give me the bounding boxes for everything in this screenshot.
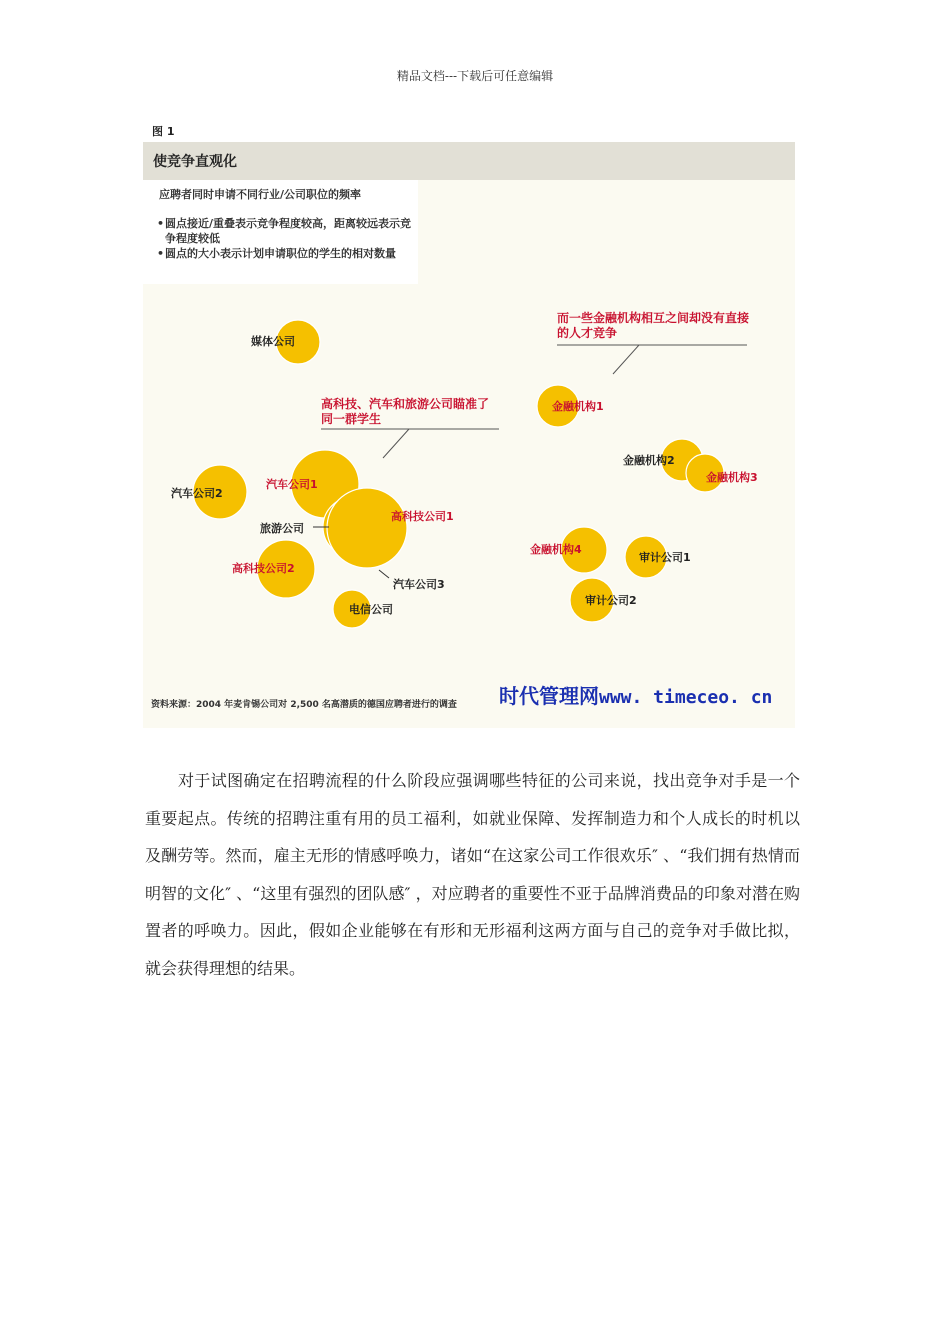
legend-item: • 圆点接近/重叠表示竞争程度较高，距离较远表示竞争程度较低: [157, 216, 419, 246]
bubble-label: 高科技公司1: [391, 510, 454, 523]
figure-label: 图 1: [152, 125, 175, 138]
bubble-label: 金融机构2: [623, 454, 675, 467]
bubble-label: 金融机构4: [530, 543, 582, 556]
bubble-label: 高科技公司2: [232, 562, 295, 575]
annotation-text: 的人才竞争: [557, 326, 618, 340]
annotations: [321, 310, 749, 458]
bubble-label: 金融机构1: [552, 400, 604, 413]
bubble-label: 审计公司1: [639, 551, 691, 564]
bubble-label: 汽车公司2: [171, 487, 223, 500]
annotation-text: 高科技、汽车和旅游公司瞄准了: [321, 397, 490, 411]
bubble-label: 汽车公司3: [393, 578, 445, 591]
bubble-label: 汽车公司1: [266, 478, 318, 491]
bubble-label: 旅游公司: [260, 522, 304, 535]
bubble-label: 审计公司2: [585, 594, 637, 607]
bubble-label: 媒体公司: [251, 335, 295, 348]
body-paragraph: 对于试图确定在招聘流程的什么阶段应强调哪些特征的公司来说，找出竞争对手是一个重要起点。传统的招聘注重有用的员工福利，如就业保障、发挥制造力和个人成长的时机以及酬劳等。然而，雇主无形的情感呼唤力，诸如“在这家公司工作很欢乐″ 、“我们拥有热情而明智的文化″ 、“这里有强烈的团队感″ ，对应聘者的重要性不亚于品牌消费品的印象对潜在购置者的呼唤力。因此，假如企业能够在有形和无形福利这两方面与自己的竞争对手做比拟，就会获得理想的结果。: [145, 771, 800, 978]
leader-line: [379, 570, 389, 578]
bubble-label: 金融机构3: [706, 471, 758, 484]
annotation-text: 同一群学生: [321, 412, 382, 426]
figure-source: 资料来源：2004 年麦肯锡公司对 2,500 名高潜质的德国应聘者进行的调查: [151, 700, 457, 710]
bubbles-layer: [193, 320, 724, 628]
watermark-url: www. timeceo. cn: [599, 687, 773, 708]
watermark-logo: [499, 680, 772, 709]
figure-subtitle: 应聘者同时申请不同行业/公司职位的频率: [159, 188, 362, 201]
annotation-pointer: [613, 345, 639, 374]
figure-panel: [143, 142, 795, 728]
legend-item: • 圆点的大小表示计划申请职位的学生的相对数量: [157, 246, 419, 261]
page-header: 精品文档---下载后可任意编辑: [396, 69, 554, 83]
bubble: [327, 488, 407, 568]
annotation-pointer: [383, 429, 409, 458]
watermark-text: 时代管理网: [499, 684, 599, 708]
annotation-text: 而一些金融机构相互之间却没有直接: [557, 311, 750, 325]
bubble-label: 电信公司: [349, 603, 393, 616]
figure-title: 使竞争直观化: [153, 154, 237, 170]
bubble-chart: [143, 142, 795, 728]
